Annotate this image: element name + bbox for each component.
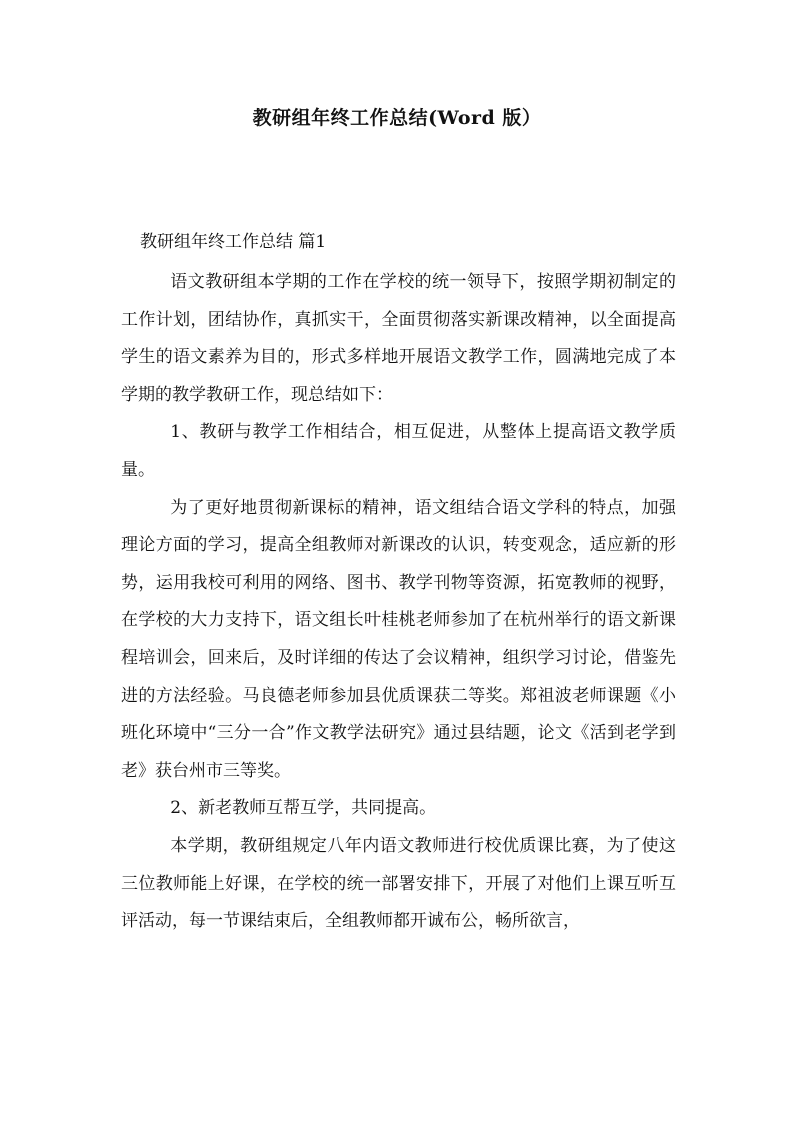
section-heading: 教研组年终工作总结 篇1 xyxy=(140,232,327,252)
document-body xyxy=(121,264,676,941)
paragraph-point-2: 2、新老教师互帮互学，共同提高。 xyxy=(170,798,437,819)
paragraph-intro: 语文教研组本学期的工作在学校的统一领导下，按照学期初制定的工作计划，团结协作，真抓实干，全面贯彻落实新课改精神，以全面提高学生的语文素养为目的，形式多样地开展语文教学工作，圆满地完成了本学期的教学教研工作，现总结如下： xyxy=(121,272,676,405)
paragraph-point-1: 1、教研与教学工作相结合，相互促进，从整体上提高语文教学质量。 xyxy=(121,422,676,480)
paragraph-point-1-detail: 为了更好地贯彻新课标的精神，语文组结合语文学科的特点，加强理论方面的学习，提高全组教师对新课改的认识，转变观念，适应新的形势，运用我校可利用的网络、图书、教学刊物等资源，拓宽教师的视野，在学校的大力支持下，语文组长叶桂桃老师参加了在杭州举行的语文新课程培训会，回来后，及时详细的传达了会议精神，组织学习讨论，借鉴先进的方法经验。马良德老师参加县优质课获二等奖。郑祖波老师课题《小班化环境中“三分一合”作文教学法研究》通过县结题，论文《活到老学到老》获台州市三等奖。 xyxy=(121,497,676,781)
document-title: 教研组年终工作总结(Word 版） xyxy=(252,107,542,129)
paragraph-point-2-detail: 本学期，教研组规定八年内语文教师进行校优质课比赛，为了使这三位教师能上好课，在学校的统一部署安排下，开展了对他们上课互听互评活动，每一节课结束后，全组教师都开诚布公，畅所欲言， xyxy=(121,835,676,932)
